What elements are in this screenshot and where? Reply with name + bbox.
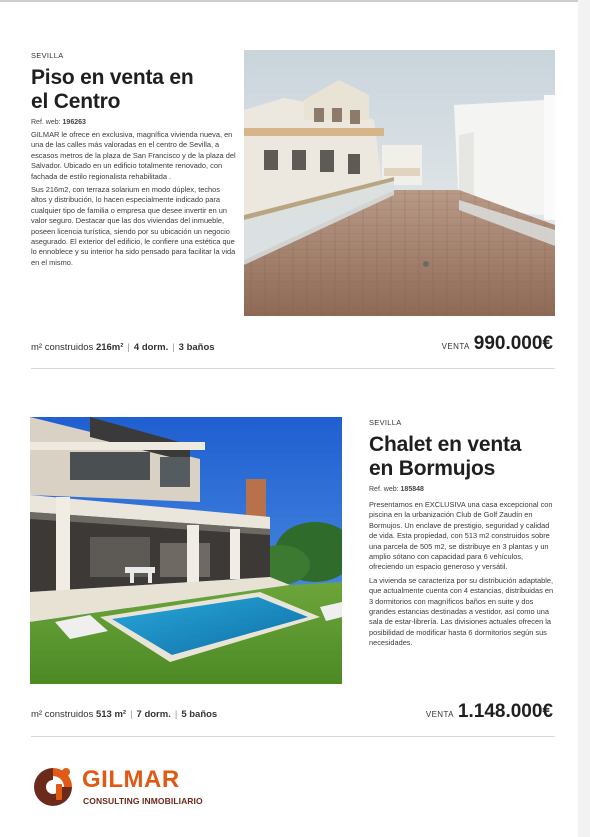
listing-1-ref-value: 196263 [62, 119, 86, 126]
listing-2-text [369, 418, 559, 649]
listing-2-ref [369, 486, 559, 493]
listing-2-specs: m² construidos 513 m² | 7 dorm. | 5 baños [31, 709, 218, 720]
listing-1-baths: 3 baños [178, 342, 215, 353]
listing-2-description [369, 500, 559, 649]
listing-2-title-line2: en Bormujos [369, 457, 496, 480]
listing-2-price-label: VENTA [425, 710, 454, 719]
listing-1-title-line1: Piso en venta en [31, 66, 194, 89]
listing-2-price [426, 701, 553, 723]
chalet-photo-illustration [30, 417, 342, 684]
gilmar-logo-name: GILMAR [82, 766, 180, 793]
listing-1-divider [31, 368, 555, 369]
listing-1-paragraph-2: Sus 216m2, con terraza solarium en modo dúplex, techos altos y distribución, lo hacen especialmente indicado para cualquier tipo de familia o empresa que desee invertir en un valor seguro. Destacar que las dos viviendas del inmueble, poseen licencia turística, siendo por su ubicación un negocio asegurado. El exterior del edificio, le confiere una estética que lo ennoblece y su interior ha sido pensado para facilitar la vida en el mismo. [31, 185, 236, 267]
listing-2-title-line1: Chalet en venta [369, 433, 522, 456]
listing-1-title-line2: el Centro [31, 90, 121, 113]
listing-1-rooms: 4 dorm. [133, 342, 169, 353]
listing-1-title [31, 66, 237, 114]
listing-2-area-value: 513 m² [95, 709, 127, 720]
listing-2-paragraph-2: La vivienda se caracteriza por su distribución adaptable, que actualmente cuenta con 4 estancias, distribuidas en 3 dormitorios con magníficos baños en suite y dos grandes estancias destinadas a vestidor, así como una sala de estar-librería. Las divisiones actuales ofrecen la posibilidad de modificar hasta 6 dormitorios según sus necesidades. [369, 575, 554, 648]
listing-2-photo-chalet [30, 417, 342, 684]
listing-2-ref-value: 185848 [400, 486, 424, 493]
listing-1-price [442, 333, 553, 355]
listing-2-area-label: m² construidos [31, 709, 94, 720]
listing-2-city: SEVILLA [369, 418, 402, 427]
listing-2-baths: 5 baños [181, 709, 218, 720]
listing-2-title [369, 433, 559, 481]
listing-1-area-value: 216m² [95, 342, 124, 353]
page-edge [578, 0, 590, 837]
top-rule [0, 0, 578, 2]
listing-2-divider [31, 736, 555, 737]
listing-2-price-value: 1.148.000€ [457, 701, 553, 722]
listing-1-specs: m² construidos 216m² | 4 dorm. | 3 baños [31, 342, 215, 353]
listing-1-ref [31, 119, 237, 126]
listing-1-text [31, 51, 237, 268]
gilmar-logo [30, 764, 210, 810]
terrace-photo-illustration [244, 50, 555, 316]
listing-1-area-label: m² construidos [31, 342, 94, 353]
listing-1-price-value: 990.000€ [473, 333, 553, 354]
listing-2-ref-label: Ref. web: [369, 486, 399, 493]
gilmar-logo-mark-icon [30, 764, 76, 810]
listing-1-paragraph-1: GILMAR le ofrece en exclusiva, magnífica vivienda nueva, en una de las calles más valoradas en el centro de Sevilla, a escasos metros de la plaza de San Francisco y de la plaza del Salvador. Ubicado en un edificio totalmente renovado, con fachada de estilo regionalista rehabilitada . [31, 130, 236, 181]
listing-2-rooms: 7 dorm. [136, 709, 171, 720]
listing-1-price-label: VENTA [441, 342, 470, 351]
gilmar-logo-tagline: CONSULTING INMOBILIARIO [83, 796, 203, 806]
listing-1-city: SEVILLA [31, 51, 64, 60]
listing-1-photo-terrace [244, 50, 555, 316]
listing-2-paragraph-1: Presentamos en EXCLUSIVA una casa excepcional con piscina en la urbanización Club de Golf Zaudín en Bormujos. Un enclave de prestigio, seguridad y calidad de vida. Esta propiedad, con 513 m2 construidos sobre una parcela de 505 m2, se distribuye en 3 plantas y un amplio sótano con capacidad para 6 vehículos, ofreciendo un espacio generoso y versátil. [369, 500, 553, 572]
listing-1-description [31, 130, 237, 268]
listing-1-ref-label: Ref. web: [31, 119, 61, 126]
